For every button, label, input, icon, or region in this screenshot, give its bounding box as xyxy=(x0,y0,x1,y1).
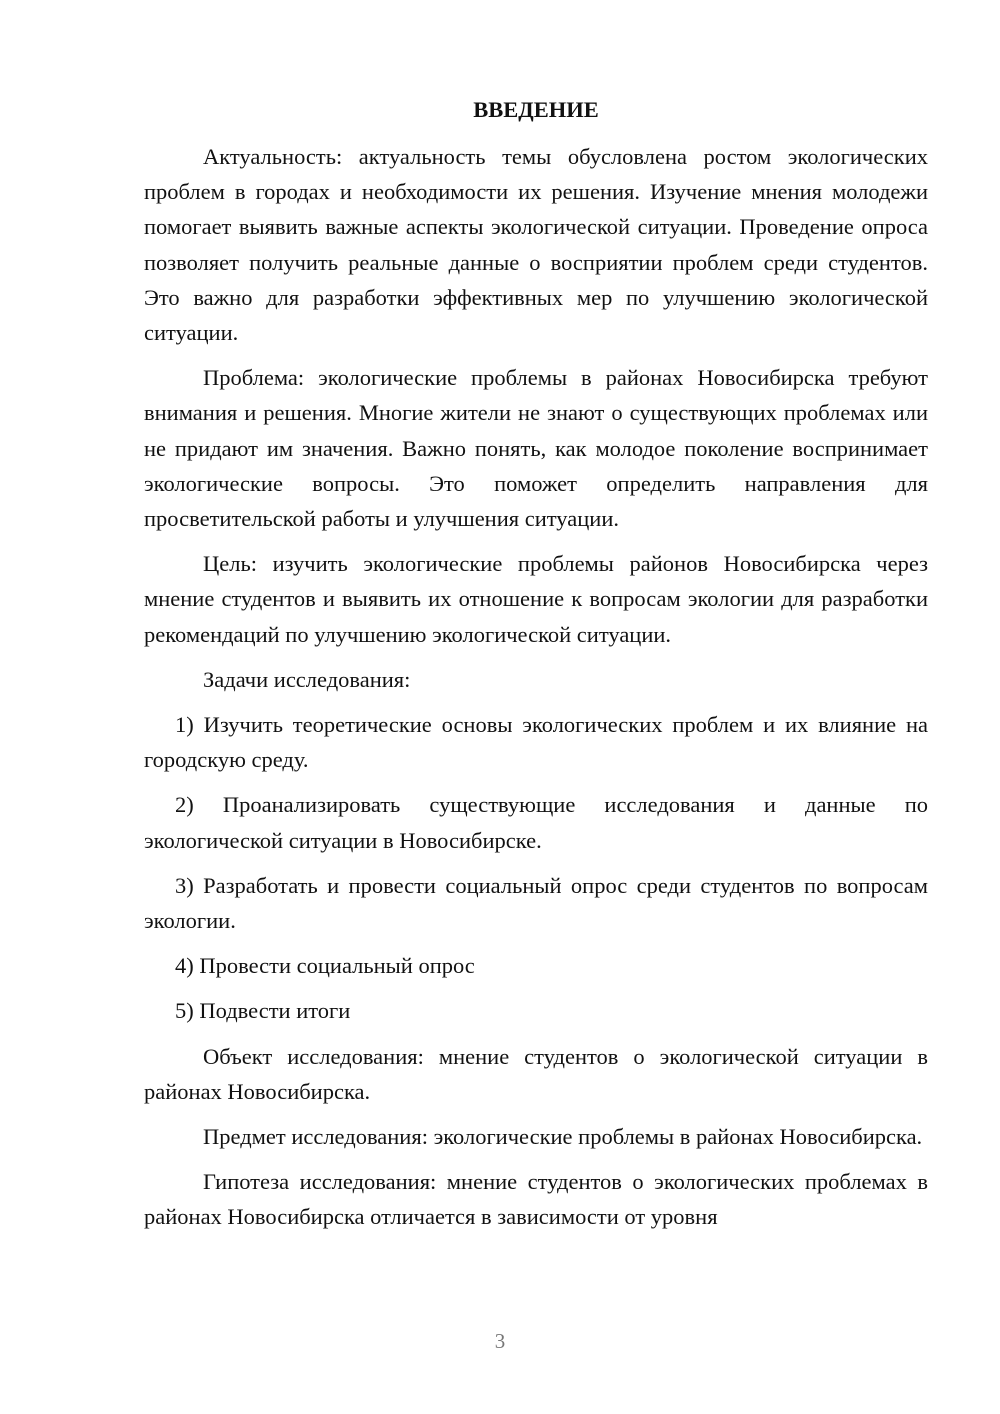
goal-paragraph: Цель: изучить экологические проблемы районов Новосибирска через мнение студентов и выявить их отношение к вопросам экологии для разработки рекомендаций по улучшению экологической ситуации. xyxy=(144,551,928,647)
task-item-4: 4) Провести социальный опрос xyxy=(175,953,475,979)
section-title: ВВЕДЕНИЕ xyxy=(473,97,599,122)
task-item-2: 2) Проанализировать существующие исследования и данные по экологической ситуации в Новосибирске. xyxy=(144,792,928,853)
tasks-heading: Задачи исследования: xyxy=(203,666,411,692)
document-page xyxy=(144,92,928,1245)
task-item-5: 5) Подвести итоги xyxy=(175,998,351,1024)
relevance-paragraph: Актуальность: актуальность темы обусловлена ростом экологических проблем в городах и необходимости их решения. Изучение мнения молодежи помогает выявить важные аспекты экологической ситуации. Проведение опроса позволяет получить реальные данные о восприятии проблем среди студентов. Это важно для разработки эффективных мер по улучшению экологической ситуации. xyxy=(144,144,928,346)
hypothesis-paragraph: Гипотеза исследования: мнение студентов о экологических проблемах в районах Новосибирска отличается в зависимости от уровня xyxy=(144,1169,928,1230)
task-item-3: 3) Разработать и провести социальный опрос среди студентов по вопросам экологии. xyxy=(144,872,928,934)
task-item-1: 1) Изучить теоретические основы экологических проблем и их влияние на городскую среду. xyxy=(144,712,928,773)
subject-paragraph: Предмет исследования: экологические проблемы в районах Новосибирска. xyxy=(203,1124,923,1150)
tasks-list xyxy=(144,707,928,1029)
problem-paragraph: Проблема: экологические проблемы в районах Новосибирска требуют внимания и решения. Многие жители не знают о существующих проблемах или не придают им значения. Важно понять, как молодое поколение воспринимает экологические вопросы. Это поможет определить направления для просветительской работы и улучшения ситуации. xyxy=(144,365,928,532)
object-paragraph: Объект исследования: мнение студентов о экологической ситуации в районах Новосибирска. xyxy=(144,1043,928,1104)
page-number: 3 xyxy=(494,1329,506,1353)
